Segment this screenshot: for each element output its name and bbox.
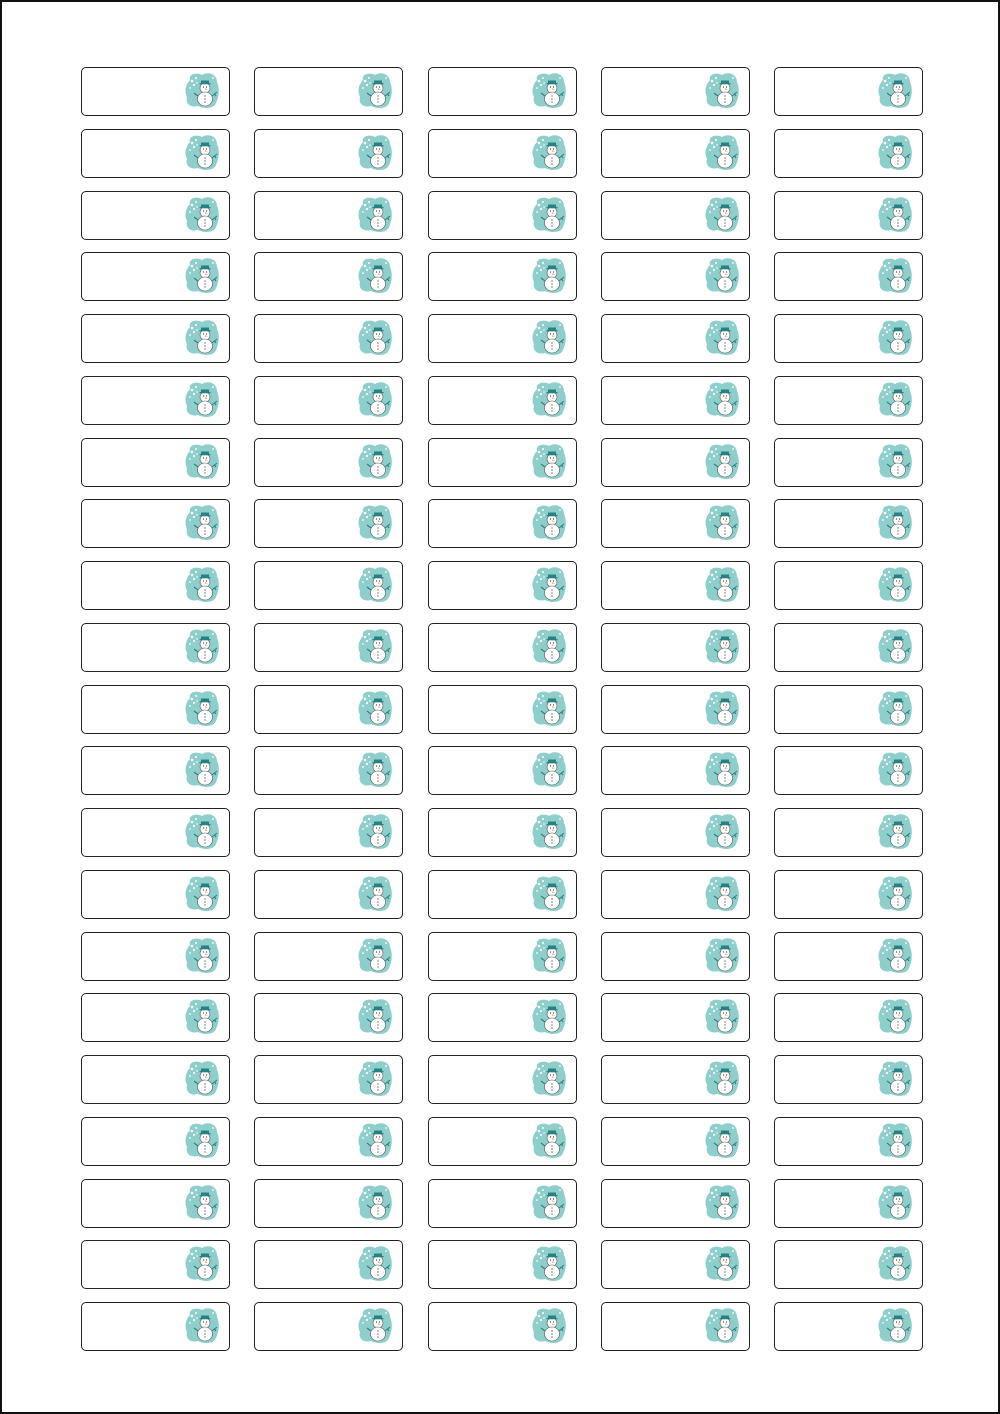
label-cell xyxy=(254,1240,403,1289)
label-cell xyxy=(254,1117,403,1166)
snowman-icon xyxy=(877,627,913,665)
snowman-icon xyxy=(357,1306,393,1344)
snowman-icon xyxy=(357,195,393,233)
label-cell xyxy=(774,438,923,487)
snowman-icon xyxy=(357,256,393,294)
snowman-icon xyxy=(357,689,393,727)
snowman-icon xyxy=(704,936,740,974)
label-cell xyxy=(774,932,923,981)
snowman-icon xyxy=(877,1121,913,1159)
snowman-icon xyxy=(184,380,220,418)
label-cell xyxy=(774,67,923,116)
label-cell xyxy=(601,808,750,857)
snowman-icon xyxy=(531,256,567,294)
label-cell xyxy=(81,499,230,548)
label-cell xyxy=(81,870,230,919)
label-cell xyxy=(601,1179,750,1228)
label-cell xyxy=(254,499,403,548)
snowman-icon xyxy=(357,71,393,109)
snowman-icon xyxy=(357,627,393,665)
label-cell xyxy=(428,685,577,734)
snowman-icon xyxy=(531,133,567,171)
label-cell xyxy=(774,1240,923,1289)
label-cell xyxy=(601,993,750,1042)
snowman-icon xyxy=(531,565,567,603)
label-cell xyxy=(81,1055,230,1104)
label-cell xyxy=(428,252,577,301)
label-cell xyxy=(601,746,750,795)
label-cell xyxy=(81,1117,230,1166)
label-cell xyxy=(774,1302,923,1351)
snowman-icon xyxy=(877,442,913,480)
label-cell xyxy=(601,129,750,178)
snowman-icon xyxy=(704,565,740,603)
snowman-icon xyxy=(704,1121,740,1159)
label-cell xyxy=(254,808,403,857)
snowman-icon xyxy=(704,750,740,788)
snowman-icon xyxy=(184,503,220,541)
label-cell xyxy=(254,314,403,363)
snowman-icon xyxy=(531,1244,567,1282)
snowman-icon xyxy=(531,318,567,356)
label-cell xyxy=(774,623,923,672)
snowman-icon xyxy=(877,874,913,912)
label-cell xyxy=(774,191,923,240)
snowman-icon xyxy=(877,195,913,233)
label-cell xyxy=(428,1179,577,1228)
label-cell xyxy=(81,252,230,301)
label-cell xyxy=(81,191,230,240)
label-cell xyxy=(601,67,750,116)
label-cell xyxy=(428,129,577,178)
label-cell xyxy=(428,314,577,363)
snowman-icon xyxy=(531,812,567,850)
label-cell xyxy=(601,438,750,487)
snowman-icon xyxy=(704,503,740,541)
snowman-icon xyxy=(704,689,740,727)
snowman-icon xyxy=(184,627,220,665)
label-cell xyxy=(774,993,923,1042)
label-cell xyxy=(601,561,750,610)
snowman-icon xyxy=(704,442,740,480)
snowman-icon xyxy=(184,936,220,974)
snowman-icon xyxy=(877,1306,913,1344)
snowman-icon xyxy=(357,874,393,912)
label-cell xyxy=(81,561,230,610)
label-cell xyxy=(254,1302,403,1351)
snowman-icon xyxy=(184,256,220,294)
snowman-icon xyxy=(531,1183,567,1221)
snowman-icon xyxy=(357,133,393,171)
snowman-icon xyxy=(531,71,567,109)
snowman-icon xyxy=(357,318,393,356)
label-cell xyxy=(428,932,577,981)
snowman-icon xyxy=(877,997,913,1035)
label-cell xyxy=(774,1179,923,1228)
label-cell xyxy=(254,1055,403,1104)
label-cell xyxy=(601,1117,750,1166)
snowman-icon xyxy=(184,1183,220,1221)
label-cell xyxy=(601,870,750,919)
label-cell xyxy=(254,438,403,487)
snowman-icon xyxy=(531,750,567,788)
label-cell xyxy=(254,129,403,178)
label-cell xyxy=(428,1302,577,1351)
snowman-icon xyxy=(357,1244,393,1282)
label-cell xyxy=(254,376,403,425)
label-cell xyxy=(254,993,403,1042)
label-cell xyxy=(601,932,750,981)
snowman-icon xyxy=(357,503,393,541)
label-cell xyxy=(81,129,230,178)
snowman-icon xyxy=(357,812,393,850)
snowman-icon xyxy=(531,627,567,665)
label-cell xyxy=(81,746,230,795)
label-cell xyxy=(81,993,230,1042)
snowman-icon xyxy=(531,1306,567,1344)
label-cell xyxy=(81,438,230,487)
label-cell xyxy=(428,808,577,857)
snowman-icon xyxy=(184,565,220,603)
snowman-icon xyxy=(531,874,567,912)
snowman-icon xyxy=(184,689,220,727)
snowman-icon xyxy=(184,1306,220,1344)
snowman-icon xyxy=(704,380,740,418)
label-cell xyxy=(254,67,403,116)
snowman-icon xyxy=(704,71,740,109)
label-cell xyxy=(428,623,577,672)
label-cell xyxy=(428,499,577,548)
snowman-icon xyxy=(184,318,220,356)
snowman-icon xyxy=(184,195,220,233)
snowman-icon xyxy=(531,442,567,480)
label-cell xyxy=(81,808,230,857)
label-cell xyxy=(428,993,577,1042)
label-cell xyxy=(254,191,403,240)
snowman-icon xyxy=(877,936,913,974)
label-cell xyxy=(428,1117,577,1166)
label-cell xyxy=(428,561,577,610)
snowman-icon xyxy=(877,256,913,294)
label-cell xyxy=(774,252,923,301)
snowman-icon xyxy=(357,565,393,603)
label-cell xyxy=(81,1302,230,1351)
snowman-icon xyxy=(704,1059,740,1097)
label-cell xyxy=(254,1179,403,1228)
snowman-icon xyxy=(357,1183,393,1221)
snowman-icon xyxy=(357,750,393,788)
label-cell xyxy=(428,67,577,116)
label-cell xyxy=(81,932,230,981)
snowman-icon xyxy=(531,997,567,1035)
snowman-icon xyxy=(184,1059,220,1097)
label-cell xyxy=(81,1240,230,1289)
label-cell xyxy=(774,1055,923,1104)
label-grid xyxy=(81,67,923,1351)
label-cell xyxy=(774,314,923,363)
label-cell xyxy=(774,376,923,425)
label-cell xyxy=(254,932,403,981)
label-cell xyxy=(774,685,923,734)
snowman-icon xyxy=(184,1121,220,1159)
label-cell xyxy=(254,870,403,919)
snowman-icon xyxy=(357,1121,393,1159)
snowman-icon xyxy=(531,195,567,233)
snowman-icon xyxy=(877,380,913,418)
label-cell xyxy=(601,623,750,672)
snowman-icon xyxy=(704,1183,740,1221)
snowman-icon xyxy=(184,1244,220,1282)
label-cell xyxy=(428,191,577,240)
snowman-icon xyxy=(704,874,740,912)
label-cell xyxy=(774,129,923,178)
label-cell xyxy=(428,870,577,919)
snowman-icon xyxy=(704,133,740,171)
label-cell xyxy=(774,1117,923,1166)
label-cell xyxy=(81,623,230,672)
label-cell xyxy=(81,1179,230,1228)
snowman-icon xyxy=(184,874,220,912)
snowman-icon xyxy=(704,1306,740,1344)
label-cell xyxy=(428,1240,577,1289)
snowman-icon xyxy=(531,1059,567,1097)
label-cell xyxy=(81,67,230,116)
label-cell xyxy=(81,685,230,734)
snowman-icon xyxy=(877,133,913,171)
snowman-icon xyxy=(704,195,740,233)
label-cell xyxy=(601,376,750,425)
label-cell xyxy=(254,746,403,795)
label-cell xyxy=(601,314,750,363)
label-cell xyxy=(428,376,577,425)
snowman-icon xyxy=(531,380,567,418)
label-cell xyxy=(254,252,403,301)
label-cell xyxy=(254,685,403,734)
snowman-icon xyxy=(704,1244,740,1282)
label-cell xyxy=(81,376,230,425)
snowman-icon xyxy=(704,812,740,850)
label-cell xyxy=(774,499,923,548)
label-cell xyxy=(601,1055,750,1104)
snowman-icon xyxy=(877,1244,913,1282)
label-cell xyxy=(774,561,923,610)
snowman-icon xyxy=(877,503,913,541)
snowman-icon xyxy=(531,936,567,974)
snowman-icon xyxy=(184,812,220,850)
snowman-icon xyxy=(877,812,913,850)
label-cell xyxy=(254,561,403,610)
label-cell xyxy=(774,870,923,919)
snowman-icon xyxy=(531,503,567,541)
snowman-icon xyxy=(704,256,740,294)
snowman-icon xyxy=(877,1183,913,1221)
label-cell xyxy=(81,314,230,363)
snowman-icon xyxy=(184,997,220,1035)
snowman-icon xyxy=(184,71,220,109)
snowman-icon xyxy=(184,750,220,788)
label-cell xyxy=(601,1240,750,1289)
label-cell xyxy=(601,252,750,301)
snowman-icon xyxy=(704,627,740,665)
snowman-icon xyxy=(877,1059,913,1097)
label-cell xyxy=(601,1302,750,1351)
label-cell xyxy=(428,438,577,487)
snowman-icon xyxy=(704,318,740,356)
snowman-icon xyxy=(877,750,913,788)
snowman-icon xyxy=(877,71,913,109)
snowman-icon xyxy=(531,1121,567,1159)
snowman-icon xyxy=(531,689,567,727)
snowman-icon xyxy=(184,133,220,171)
snowman-icon xyxy=(877,565,913,603)
label-cell xyxy=(774,746,923,795)
label-cell xyxy=(428,746,577,795)
snowman-icon xyxy=(357,1059,393,1097)
snowman-icon xyxy=(357,442,393,480)
snowman-icon xyxy=(877,318,913,356)
snowman-icon xyxy=(704,997,740,1035)
snowman-icon xyxy=(357,997,393,1035)
label-cell xyxy=(601,685,750,734)
label-cell xyxy=(254,623,403,672)
label-cell xyxy=(428,1055,577,1104)
label-cell xyxy=(601,499,750,548)
snowman-icon xyxy=(877,689,913,727)
snowman-icon xyxy=(184,442,220,480)
label-cell xyxy=(774,808,923,857)
label-cell xyxy=(601,191,750,240)
snowman-icon xyxy=(357,380,393,418)
snowman-icon xyxy=(357,936,393,974)
